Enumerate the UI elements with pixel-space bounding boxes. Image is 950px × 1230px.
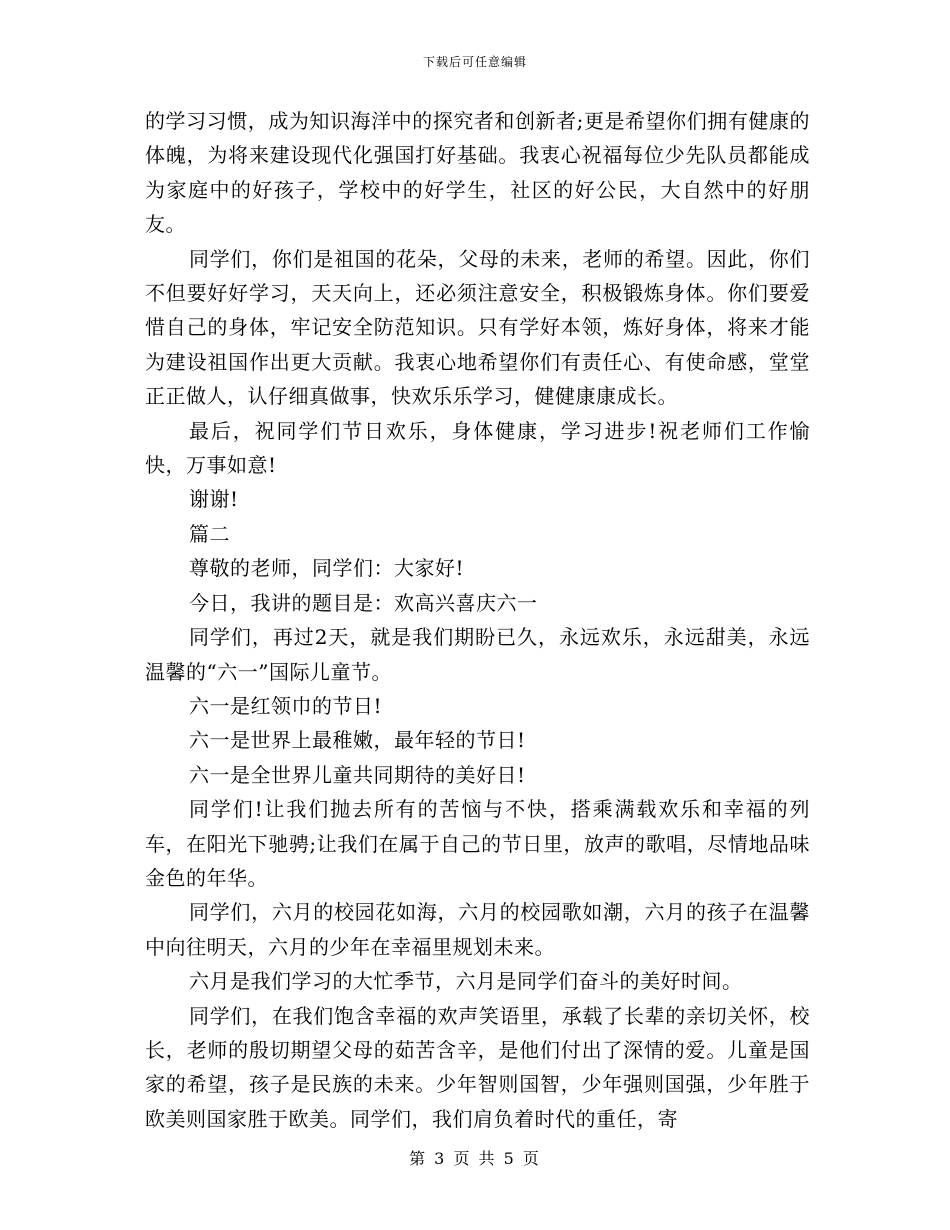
paragraph-12: 同学们!让我们抛去所有的苦恼与不快，搭乘满载欢乐和幸福的列车，在阳光下驰骋;让我们在属于自己的节日里，放声的歌唱，尽情地品味金色的年华。 bbox=[145, 797, 810, 890]
paragraph-7: 今日，我讲的题目是：欢高兴喜庆六一 bbox=[189, 590, 538, 615]
paragraph-13: 同学们，六月的校园花如海，六月的校园歌如潮，六月的孩子在温馨中向往明天，六月的少年在幸福里规划未来。 bbox=[145, 900, 810, 959]
paragraph-15: 同学们，在我们饱含幸福的欢声笑语里，承载了长辈的亲切关怀，校长，老师的殷切期望父母的茹苦含辛，是他们付出了深情的爱。儿童是国家的希望，孩子是民族的未来。少年智则国智，少年强则国强，少年胜于欧美则国家胜于欧美。同学们，我们肩负着时代的重任，寄 bbox=[145, 1003, 810, 1131]
paragraph-4: 谢谢! bbox=[189, 487, 239, 512]
page-header: 下载后可任意编辑 bbox=[422, 55, 527, 69]
paragraph-8: 同学们，再过2天，就是我们期盼已久，永远欢乐，永远甜美，永远温馨的“六一”国际儿童节。 bbox=[145, 625, 810, 684]
paragraph-1: 的学习习惯，成为知识海洋中的探究者和创新者;更是希望你们拥有健康的体魄，为将来建设现代化强国打好基础。我衷心祝福每位少先队员都能成为家庭中的好孩子，学校中的好学生，社区的好公民，大自然中的好朋友。 bbox=[145, 109, 810, 237]
section-heading: 篇二 bbox=[189, 521, 230, 546]
paragraph-2: 同学们，你们是祖国的花朵，父母的未来，老师的希望。因此，你们不但要好好学习，天天向上，还必须注意安全，积极锻炼身体。你们要爱惜自己的身体，牢记安全防范知识。只有学好本领，炼好身体，将来才能为建设祖国作出更大贡献。我衷心地希望你们有责任心、有使命感，堂堂正正做人，认仔细真做事，快欢乐乐学习，健健康康成长。 bbox=[145, 246, 810, 409]
paragraph-6: 尊敬的老师，同学们：大家好! bbox=[189, 556, 465, 581]
paragraph-9: 六一是红领巾的节日! bbox=[189, 693, 383, 718]
paragraph-11: 六一是全世界儿童共同期待的美好日! bbox=[189, 762, 526, 787]
document-body bbox=[145, 104, 810, 1136]
paragraph-14: 六月是我们学习的大忙季节，六月是同学们奋斗的美好时间。 bbox=[189, 969, 743, 994]
page-footer: 第 3 页 共 5 页 bbox=[409, 1149, 541, 1168]
paragraph-10: 六一是世界上最稚嫩，最年轻的节日! bbox=[189, 728, 526, 753]
paragraph-3: 最后，祝同学们节日欢乐，身体健康，学习进步!祝老师们工作愉快，万事如意! bbox=[145, 418, 810, 478]
